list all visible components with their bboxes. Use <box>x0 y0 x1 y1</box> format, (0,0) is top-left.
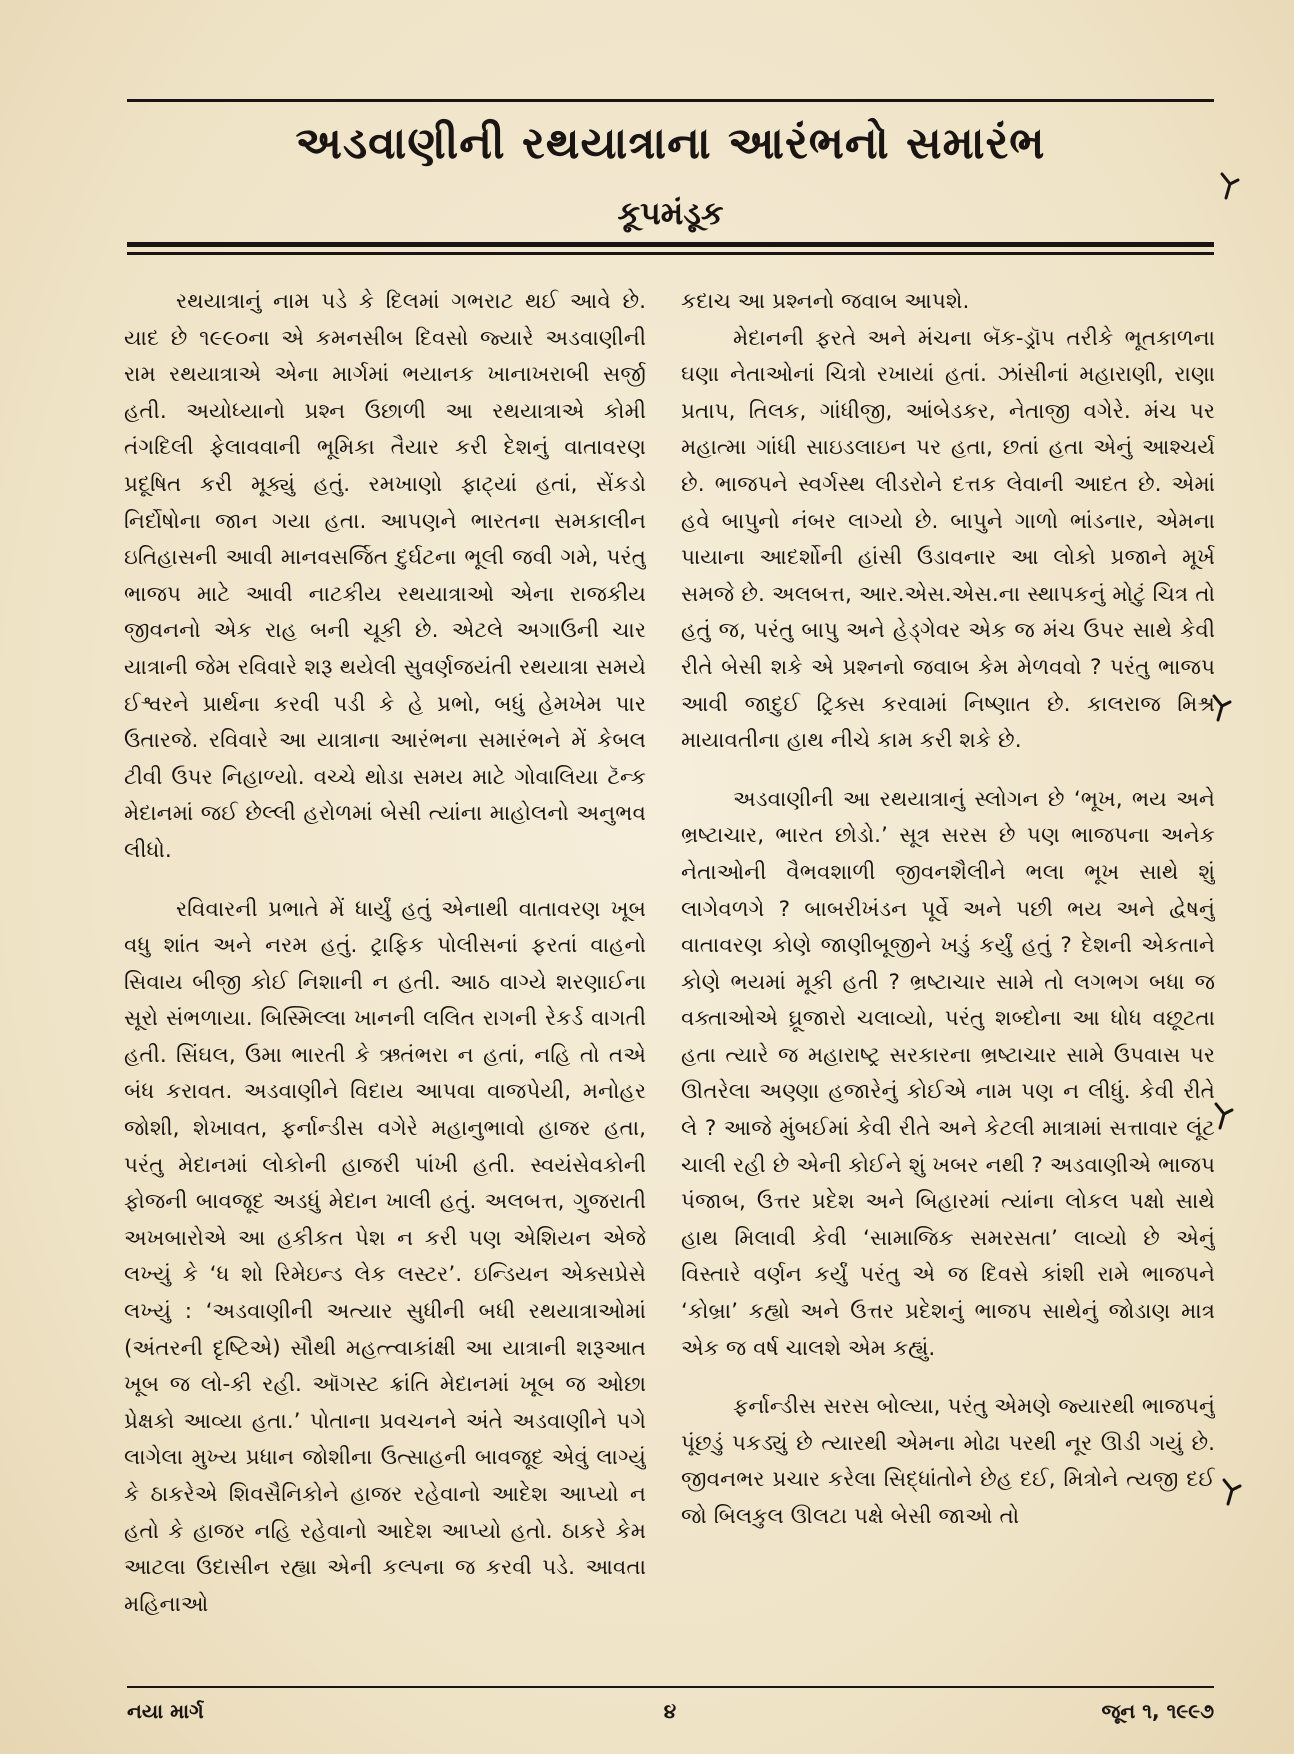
paragraph: રથયાત્રાનું નામ પડે કે દિલમાં ગભરાટ થઈ આવે છે. યાદ છે ૧૯૯૦ના એ કમનસીબ દિવસો જ્યારે અડવાણીની રામ રથયાત્રાએ એના માર્ગમાં ભયાનક ખાનાખરાબી સર્જી હતી. અયોધ્યાનો પ્રશ્ન ઉછાળી આ રથયાત્રાએ કોમી તંગદિલી ફેલાવવાની ભૂમિકા તૈયાર કરી દેશનું વાતાવરણ પ્રદૂષિત કરી મૂક્યું હતું. રમખાણો ફાટ્યાં હતાં, સેંકડો નિર્દોષોના જાન ગયા હતા. આપણને ભારતના સમકાલીન ઇતિહાસની આવી માનવસર્જિત દુર્ઘટના ભૂલી જવી ગમે, પરંતુ ભાજપ માટે આવી નાટકીય રથયાત્રાઓ એના રાજકીય જીવનનો એક રાહ બની ચૂકી છે. એટલે અગાઉની ચાર યાત્રાની જેમ રવિવારે શરૂ થયેલી સુવર્ણજયંતી રથયાત્રા સમયે ઈશ્વરને પ્રાર્થના કરવી પડી કે હે પ્રભો, બધું હેમખેમ પાર ઉતારજે. રવિવારે આ યાત્રાના આરંભના સમારંભને મેં કેબલ ટીવી ઉપર નિહાળ્યો. વચ્ચે થોડા સમય માટે ગોવાલિયા ટૅન્ક મેદાનમાં જઈ છેલ્લી હરોળમાં બેસી ત્યાંના માહોલનો અનુભવ લીધો. <box>124 289 646 863</box>
paragraph: ફર્નાન્ડીસ સરસ બોલ્યા, પરંતુ એમણે જ્યારથી ભાજપનું પૂંછડું પકડ્યું છે ત્યારથી એમના મોઢા પરથી નૂર ઊડી ગયું છે. જીવનભર પ્રચાર કરેલા સિદ્ધાંતોને છેહ દઈ, મિત્રોને ત્યજી દઈ જો બિલકુલ ઊલટા પક્ષે બેસી જાઓ તો <box>681 1394 1215 1529</box>
title-rule-thin <box>127 252 1214 255</box>
staple-mark-icon <box>1220 1476 1242 1506</box>
article-title: અડવાણીની રથયાત્રાના આરંભનો સમારંભ <box>295 118 1046 169</box>
paragraph: રવિવારની પ્રભાતે મેં ધાર્યું હતું એનાથી વાતાવરણ ખૂબ વધુ શાંત અને નરમ હતું. ટ્રાફિક પોલીસનાં ફરતાં વાહનો સિવાય બીજી કોઈ નિશાની ન હતી. આઠ વાગ્યે શરણાઈના સૂરો સંભળાયા. બિસ્મિલ્લા ખાનની લલિત રાગની રેકર્ડ વાગતી હતી. સિંઘલ, ઉમા ભારતી કે ઋતંભરા ન હતાં, નહિ તો તએ બંધ કરાવત. અડવાણીને વિદાય આપવા વાજપેયી, મનોહર જોશી, શેખાવત, ફર્નાન્ડીસ વગેરે મહાનુભાવો હાજર હતા, પરંતુ મેદાનમાં લોકોની હાજરી પાંખી હતી. સ્વયંસેવકોની ફોજની બાવજૂદ અડધું મેદાન ખાલી હતું. અલબત્ત, ગુજરાતી અખબારોએ આ હકીકત પેશ ન કરી પણ એશિયન એજે લખ્યું કે ‘ધ શો રિમેઇન્ડ લેક લસ્ટર’. ઇન્ડિયન એક્સપ્રેસે લખ્યું : ‘અડવાણીની અત્યાર સુધીની બધી રથયાત્રાઓમાં (અંતરની દૃષ્ટિએ) સૌથી મહત્ત્વાકાંક્ષી આ યાત્રાની શરૂઆત ખૂબ જ લો-કી રહી. ઑગસ્ટ ક્રાંતિ મેદાનમાં ખૂબ જ ઓછા પ્રેક્ષકો આવ્યા હતા.’ પોતાના પ્રવચનને અંતે અડવાણીને પગે લાગેલા મુખ્ય પ્રધાન જોશીના ઉત્સાહની બાવજૂદ એવું લાગ્યું કે ઠાકરેએ શિવસૈનિકોને હાજર રહેવાનો આદેશ આપ્યો ન હતો કે હાજર નહિ રહેવાનો આદેશ આપ્યો હતો. ઠાકરે કેમ આટલા ઉદાસીન રહ્યા એની કલ્પના જ કરવી પડે. આવતા મહિનાઓ <box>124 896 646 1617</box>
staple-mark-icon <box>1218 170 1240 200</box>
staple-mark-icon <box>1212 1100 1234 1130</box>
top-rule <box>127 99 1214 102</box>
left-column <box>124 284 646 1668</box>
right-column <box>681 284 1215 1668</box>
footer-date: જૂન ૧, ૧૯૯૭ <box>1101 1699 1214 1723</box>
footer-magazine-name: નયા માર્ગ <box>127 1699 204 1723</box>
title-rule-thick <box>127 242 1214 247</box>
footer-rule <box>127 1686 1214 1688</box>
paragraph: મેદાનની ફરતે અને મંચના બૅક-ડ્રૉપ તરીકે ભૂતકાળના ઘણા નેતાઓનાં ચિત્રો રખાયાં હતાં. ઝાંસીનાં મહારાણી, રાણા પ્રતાપ, તિલક, ગાંધીજી, આંબેડકર, નેતાજી વગેરે. મંચ પર મહાત્મા ગાંધી સાઇડલાઇન પર હતા, છતાં હતા એનું આશ્ચર્ય છે. ભાજપને સ્વર્ગસ્થ લીડરોને દત્તક લેવાની આદત છે. એમાં હવે બાપુનો નંબર લાગ્યો છે. બાપુને ગાળો ભાંડનાર, એમના પાયાના આદર્શોની હાંસી ઉડાવનાર આ લોકો પ્રજાને મૂર્ખ સમજે છે. અલબત્ત, આર.એસ.એસ.ના સ્થાપકનું મોટું ચિત્ર તો હતું જ, પરંતુ બાપુ અને હેડ્ગેવર એક જ મંચ ઉપર સાથે કેવી રીતે બેસી શકે એ પ્રશ્નનો જવાબ કેમ મેળવવો ? પરંતુ ભાજપ આવી જાદુઈ ટ્રિક્સ કરવામાં નિષ્ણાત છે. કાલરાજ મિશ્ર માયાવતીના હાથ નીચે કામ કરી શકે છે. <box>681 325 1215 754</box>
paragraph: કદાચ આ પ્રશ્નનો જવાબ આપશે. <box>681 289 970 314</box>
article-author: કૂપમંડૂક <box>617 194 724 232</box>
footer-page-number: ૪ <box>663 1699 677 1723</box>
staple-mark-icon <box>1210 692 1232 722</box>
paragraph: અડવાણીની આ રથયાત્રાનું સ્લોગન છે ‘ભૂખ, ભય અને ભ્રષ્ટાચાર, ભારત છોડો.’ સૂત્ર સરસ છે પણ ભાજપના અનેક નેતાઓની વૈભવશાળી જીવનશૈલીને ભલા ભૂખ સાથે શું લાગેવળગે ? બાબરીખંડન પૂર્વે અને પછી ભય અને દ્વેષનું વાતાવરણ કોણે જાણીબૂજીને ખડું કર્યું હતું ? દેશની એકતાને કોણે ભયમાં મૂકી હતી ? ભ્રષ્ટાચાર સામે તો લગભગ બધા જ વક્તાઓએ ઘ્રૂજારો ચલાવ્યો, પરંતુ શબ્દોના આ ધોધ વછૂટતા હતા ત્યારે જ મહારાષ્ટ્ર સરકારના ભ્રષ્ટાચાર સામે ઉપવાસ પર ઊતરેલા અણ્ણા હજારેનું કોઈએ નામ પણ ન લીધું. કેવી રીતે લે ? આજે મુંબઈમાં કેવી રીતે અને કેટલી માત્રામાં સત્તાવાર લૂંટ ચાલી રહી છે એની કોઈને શું ખબર નથી ? અડવાણીએ ભાજપ પંજાબ, ઉત્તર પ્રદેશ અને બિહારમાં ત્યાંના લોકલ પક્ષો સાથે હાથ મિલાવી કેવી ‘સામાજિક સમરસતા’ લાવ્યો છે એનું વિસ્તારે વર્ણન કર્યું પરંતુ એ જ દિવસે કાંશી રામે ભાજપને ‘કોબ્રા’ કહ્યો અને ઉત્તર પ્રદેશનું ભાજપ સાથેનું જોડાણ માત્ર એક જ વર્ષ ચાલશે એમ કહ્યું. <box>681 786 1215 1361</box>
